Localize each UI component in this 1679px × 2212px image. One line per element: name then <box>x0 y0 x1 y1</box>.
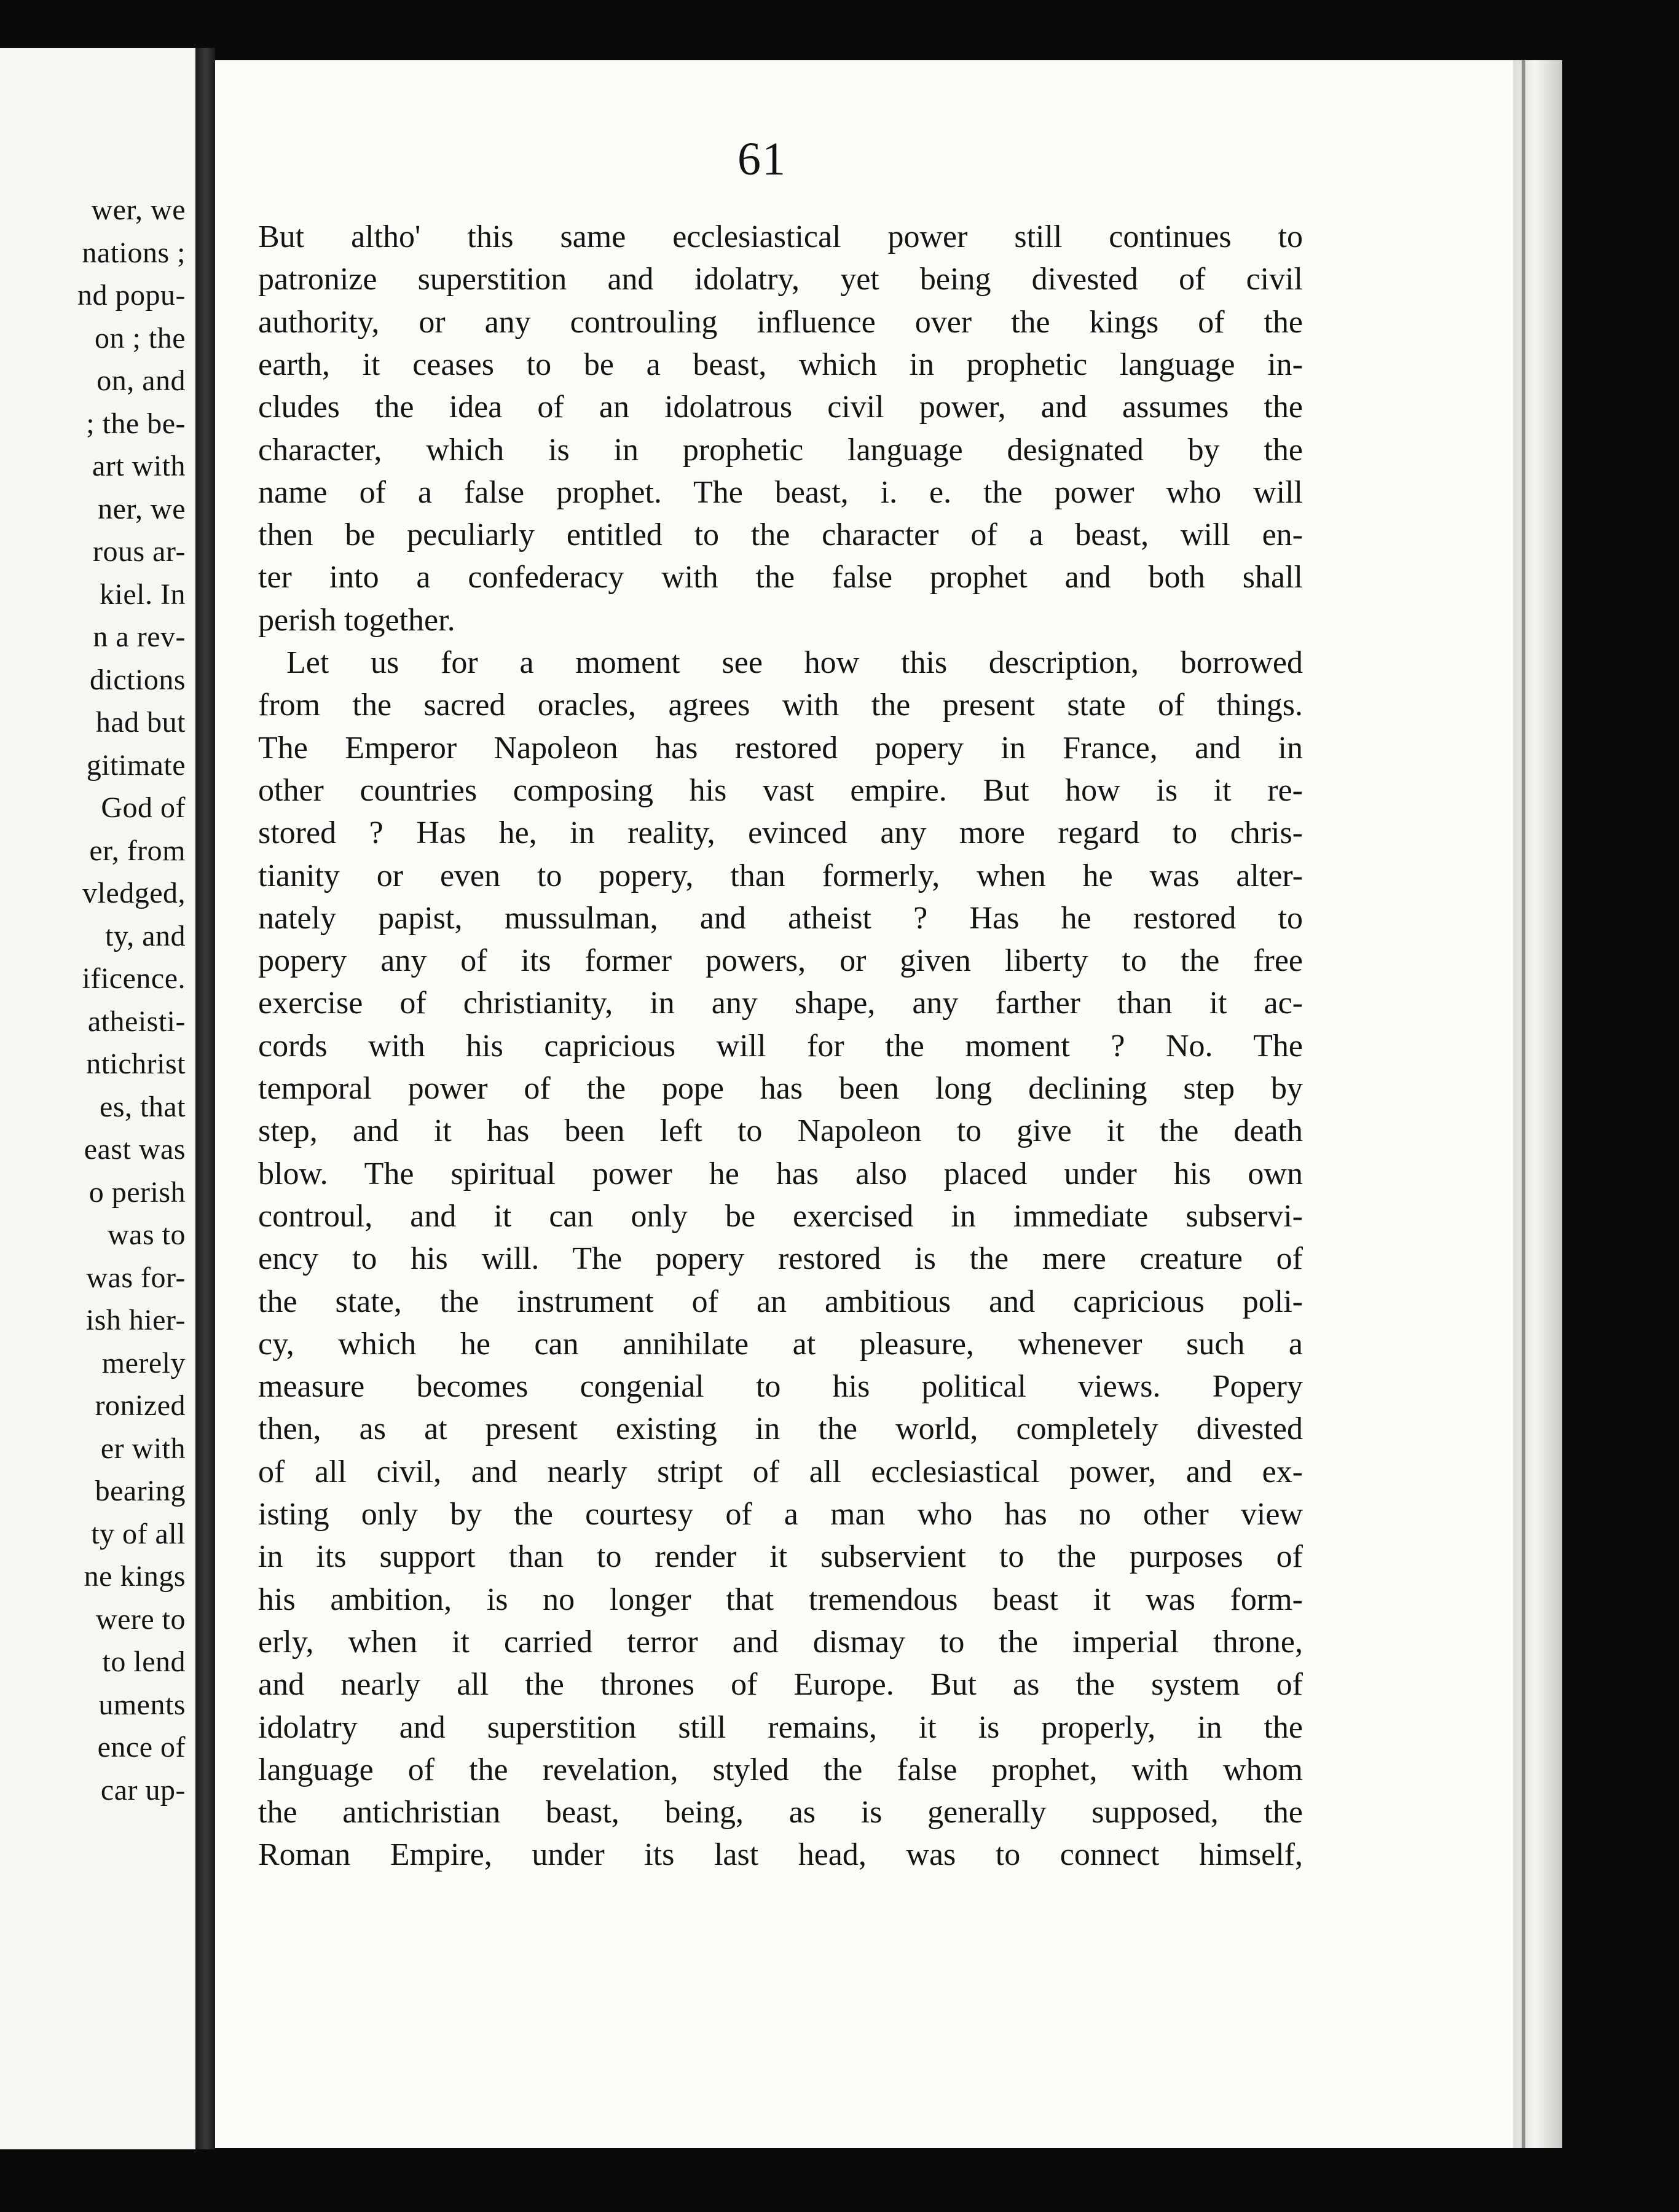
left-page-line: kiel. In <box>100 578 186 611</box>
left-page-line: on, and <box>96 364 186 397</box>
left-page-line: ence of <box>97 1731 186 1763</box>
text-line: other countries composing his vast empire. But how is it re- <box>258 772 1303 808</box>
left-page-line: er with <box>100 1432 186 1465</box>
left-page-line: ish hier- <box>85 1304 186 1336</box>
text-line: and nearly all the thrones of Europe. But as the system of <box>258 1667 1303 1703</box>
text-line: name of a false prophet. The beast, i. e. the power who will <box>258 474 1303 510</box>
left-page-line: uments <box>98 1688 186 1721</box>
left-page-line: on ; the <box>95 321 186 355</box>
text-line: character, which is in prophetic language designated by the <box>258 432 1303 468</box>
left-page-line: er, from <box>89 834 186 867</box>
text-line: measure becomes congenial to his political views. Popery <box>258 1369 1303 1405</box>
left-page-line: had but <box>95 706 186 739</box>
text-line: Let us for a moment see how this description, borrowed <box>286 645 1303 680</box>
text-line: of all civil, and nearly stript of all ecclesiastical power, and ex- <box>258 1454 1303 1489</box>
text-line: ter into a confederacy with the false prophet and both shall <box>258 560 1303 595</box>
text-line: in its support than to render it subservient to the purposes of <box>258 1539 1303 1575</box>
left-page-line: gitimate <box>86 748 186 782</box>
text-line: popery any of its former powers, or given liberty to the free <box>258 943 1303 979</box>
text-line: earth, it ceases to be a beast, which in prophetic language in- <box>258 347 1303 382</box>
left-page-line: wer, we <box>91 194 186 226</box>
text-line: the antichristian beast, being, as is generally supposed, the <box>258 1795 1303 1830</box>
text-line: cludes the idea of an idolatrous civil power, and assumes the <box>258 390 1303 425</box>
text-line: then, as at present existing in the world, completely divested <box>258 1411 1303 1447</box>
left-page-line: east was <box>84 1133 186 1166</box>
text-line: controul, and it can only be exercised in immediate subservi- <box>258 1198 1303 1234</box>
left-page-line: dictions <box>90 663 186 696</box>
text-line: temporal power of the pope has been long declining step by <box>258 1071 1303 1106</box>
text-line: exercise of christianity, in any shape, any farther than it ac- <box>258 986 1303 1021</box>
text-line: perish together. <box>258 602 455 638</box>
left-page-line: nd popu- <box>77 279 186 312</box>
text-line: The Emperor Napoleon has restored popery in France, and in <box>258 730 1303 766</box>
text-line: isting only by the courtesy of a man who has no other view <box>258 1497 1303 1532</box>
text-line: language of the revelation, styled the false prophet, with whom <box>258 1752 1303 1787</box>
left-page-line: vledged, <box>82 877 186 909</box>
text-line: idolatry and superstition still remains, it is properly, in the <box>258 1709 1303 1745</box>
left-page-line: ronized <box>95 1389 186 1422</box>
left-page-line: ner, we <box>98 492 186 525</box>
left-page-line: ne kings <box>84 1560 186 1593</box>
left-page-line: was to <box>108 1218 186 1251</box>
text-line: from the sacred oracles, agrees with the present state of things. <box>258 688 1303 723</box>
text-line: cy, which he can annihilate at pleasure, whenever such a <box>258 1326 1303 1362</box>
left-page-line: merely <box>101 1346 186 1379</box>
text-line: authority, or any controuling influence over the kings of the <box>258 304 1303 340</box>
left-page-line: art with <box>92 450 186 482</box>
text-line: Roman Empire, under its last head, was to connect himself, <box>258 1837 1303 1873</box>
left-page-line: car up- <box>100 1773 186 1806</box>
left-page <box>0 48 197 2149</box>
text-line: the state, the instrument of an ambitious and capricious poli- <box>258 1284 1303 1319</box>
left-page-line: rous ar- <box>93 535 186 568</box>
right-page <box>215 60 1513 2148</box>
page-number: 61 <box>737 133 787 185</box>
left-page-line: God of <box>101 791 186 824</box>
left-page-line: to lend <box>102 1645 186 1678</box>
text-line: stored ? Has he, in reality, evinced any more regard to chris- <box>258 815 1303 851</box>
left-page-line: bearing <box>95 1475 186 1507</box>
left-page-line: n a rev- <box>93 621 186 653</box>
left-page-line: ty of all <box>91 1517 186 1550</box>
left-page-line: were to <box>95 1602 186 1636</box>
left-page-line: ty, and <box>104 919 186 952</box>
left-page-line: ificence. <box>82 962 186 995</box>
left-page-line: ntichrist <box>86 1048 186 1080</box>
text-line: his ambition, is no longer that tremendous beast it was form- <box>258 1582 1303 1617</box>
book-gutter <box>195 48 215 2149</box>
text-line: then be peculiarly entitled to the character of a beast, will en- <box>258 517 1303 553</box>
text-line: patronize superstition and idolatry, yet being divested of civil <box>258 262 1303 297</box>
left-page-line: es, that <box>100 1090 186 1123</box>
left-page-line: o perish <box>88 1175 186 1209</box>
page-edge-shadow <box>1522 60 1525 2148</box>
left-page-line: nations ; <box>82 236 186 269</box>
left-page-line: was for- <box>86 1261 186 1294</box>
left-page-line: ; the be- <box>86 407 186 440</box>
text-line: cords with his capricious will for the moment ? No. The <box>258 1028 1303 1064</box>
text-line: step, and it has been left to Napoleon to give it the death <box>258 1113 1303 1149</box>
page-edge <box>1513 60 1562 2148</box>
left-page-line: atheisti- <box>87 1005 186 1038</box>
text-line: ency to his will. The popery restored is the mere creature of <box>258 1241 1303 1277</box>
text-line: blow. The spiritual power he has also placed under his own <box>258 1156 1303 1191</box>
text-line: nately papist, mussulman, and atheist ? Has he restored to <box>258 900 1303 936</box>
text-line: But altho' this same ecclesiastical power still continues to <box>258 219 1303 254</box>
text-line: tianity or even to popery, than formerly, when he was alter- <box>258 858 1303 893</box>
text-line: erly, when it carried terror and dismay to the imperial throne, <box>258 1624 1303 1660</box>
